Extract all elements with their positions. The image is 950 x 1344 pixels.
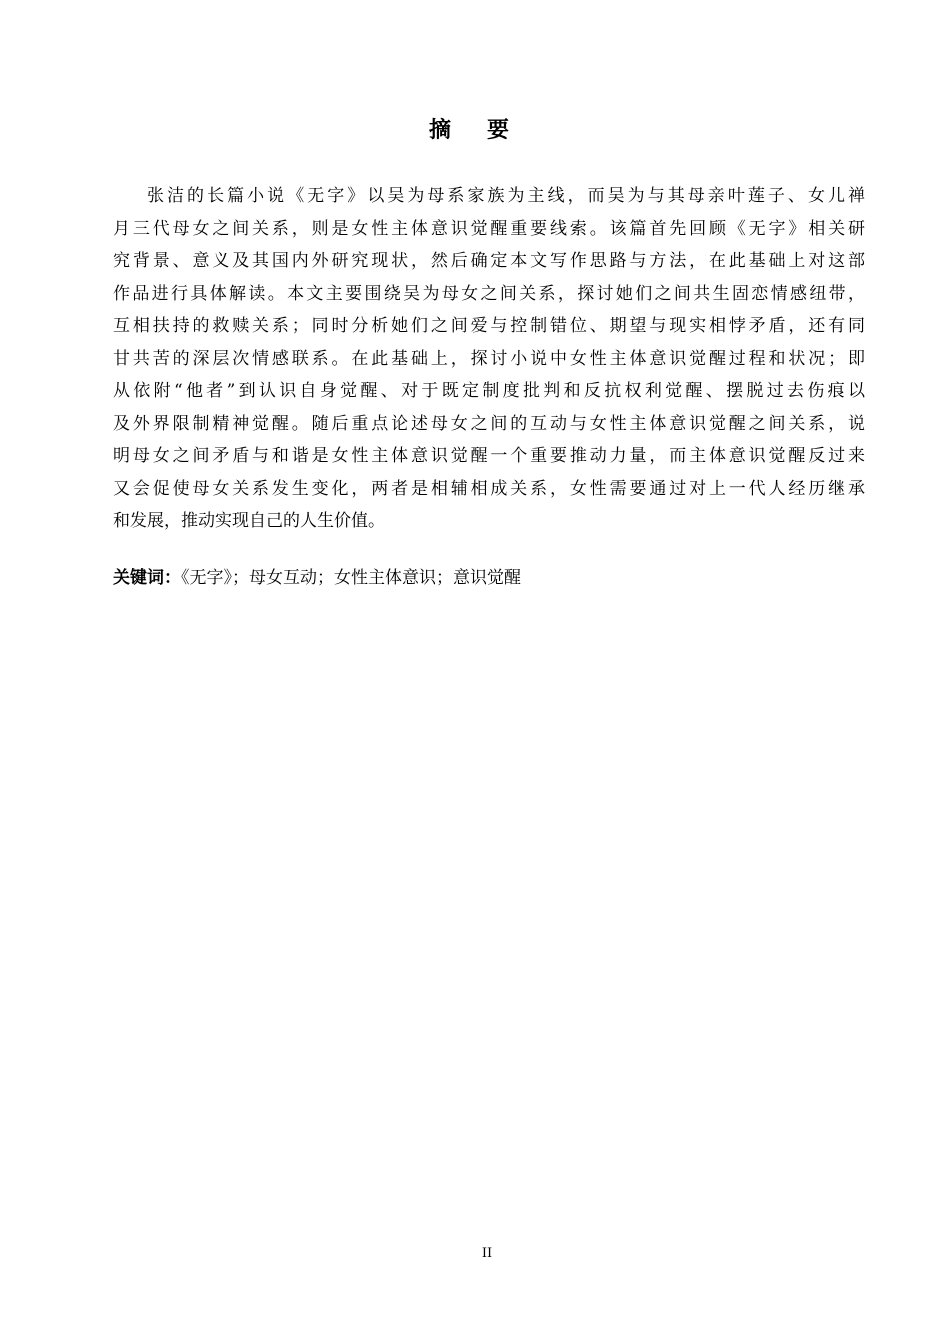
abstract-line: 究背景、意义及其国内外研究现状，然后确定本文写作思路与方法，在此基础上对这部 [113,251,865,271]
abstract-line: 互相扶持的救赎关系；同时分析她们之间爱与控制错位、期望与现实相悖矛盾，还有同 [113,316,865,336]
abstract-line: 和发展，推动实现自己的人生价值。 [113,511,385,531]
abstract-line: 张洁的长篇小说《无字》以吴为母系家族为主线，而吴为与其母亲叶莲子、女儿禅 [147,186,865,206]
abstract-line: 甘共苦的深层次情感联系。在此基础上，探讨小说中女性主体意识觉醒过程和状况；即 [113,348,865,369]
abstract-line: 从依附“他者”到认识自身觉醒、对于既定制度批判和反抗权利觉醒、摆脱过去伤痕以 [113,381,865,401]
keywords [113,563,521,593]
abstract-line: 月三代母女之间关系，则是女性主体意识觉醒重要线索。该篇首先回顾《无字》相关研 [113,218,865,239]
page-number: II [481,1246,493,1261]
abstract-body [113,180,865,538]
keywords-label: 关键词： [113,568,181,588]
abstract-line: 明母女之间矛盾与和谐是女性主体意识觉醒一个重要推动力量，而主体意识觉醒反过来 [113,446,865,466]
abstract-line: 又会促使母女关系发生变化，两者是相辅相成关系，女性需要通过对上一代人经历继承 [113,478,865,499]
abstract-title: 摘要 [428,118,545,143]
abstract-line: 作品进行具体解读。本文主要围绕吴为母女之间关系，探讨她们之间共生固恋情感纽带， [113,283,865,304]
abstract-line: 及外界限制精神觉醒。随后重点论述母女之间的互动与女性主体意识觉醒之间关系，说 [113,413,865,434]
keywords-text: 《无字》；母女互动；女性主体意识；意识觉醒 [181,568,521,588]
